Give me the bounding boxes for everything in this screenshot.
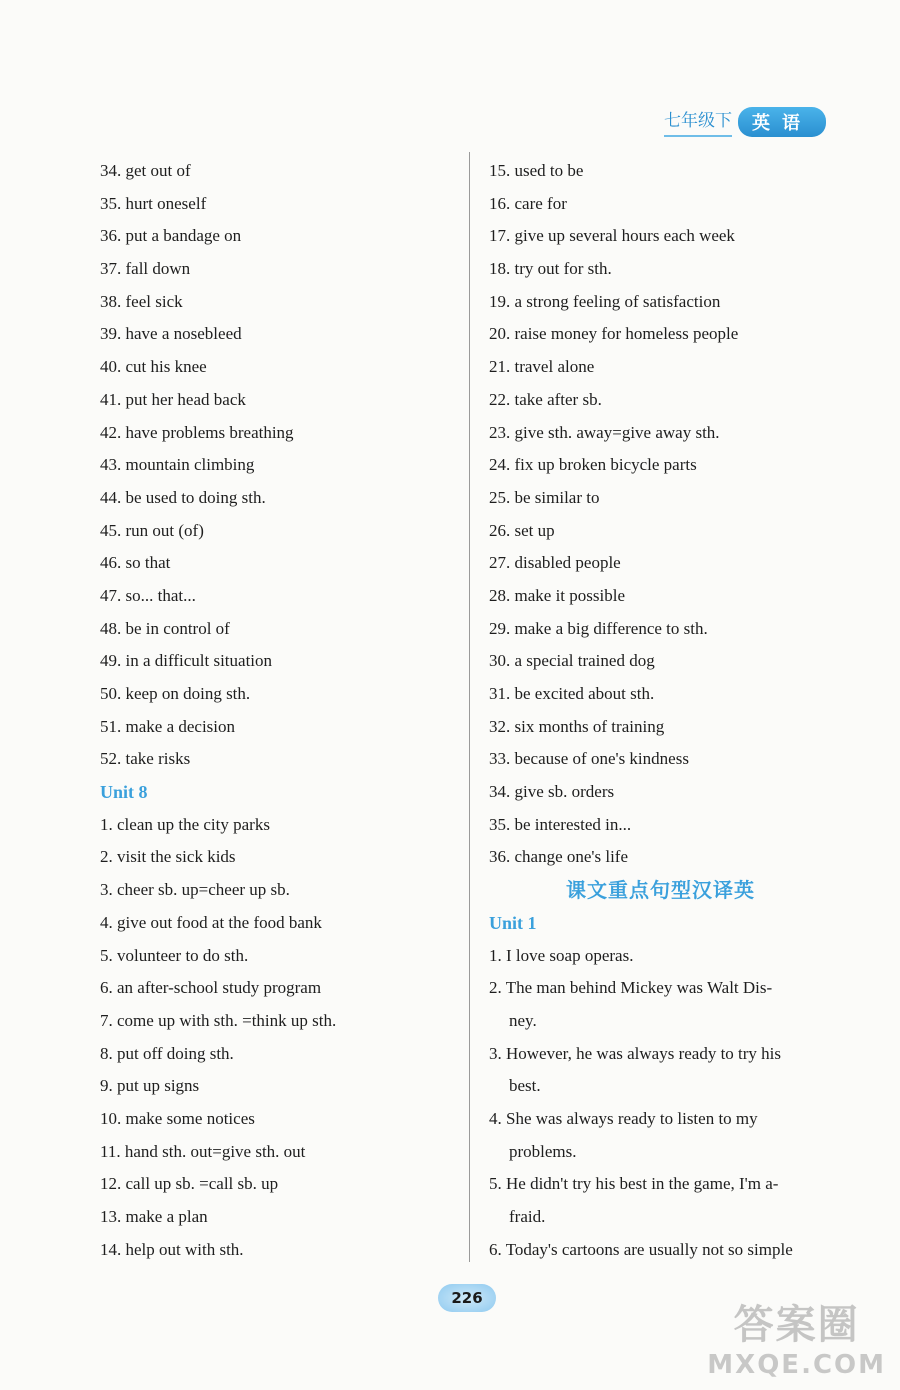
section-title: 课文重点句型汉译英	[566, 878, 755, 903]
phrase-item: 34. give sb. orders	[489, 782, 615, 802]
sentence-item	[489, 940, 832, 973]
page-header	[664, 106, 826, 137]
phrase-item: 46. so that	[100, 553, 171, 573]
phrase-item: 50. keep on doing sth.	[100, 684, 251, 703]
phrase-item: 8. put off doing sth.	[100, 1043, 234, 1063]
phrase-item: 6. an after-school study program	[100, 978, 322, 998]
phrase-item: 26. set up	[489, 520, 555, 540]
phrase-item: 11. hand sth. out=give sth. out	[100, 1141, 306, 1161]
phrase-item: 40. cut his knee	[100, 357, 207, 377]
phrase-item: 5. volunteer to do sth.	[100, 945, 249, 965]
phrase-item: 49. in a difficult situation	[100, 651, 273, 671]
right-column	[489, 155, 832, 1267]
phrase-item: 21. travel alone	[489, 357, 595, 377]
phrase-item: 7. come up with sth. =think up sth.	[100, 1010, 337, 1030]
unit-heading: Unit 8	[100, 782, 148, 803]
sentence-line: 6. Today's cartoons are usually not so simple	[489, 1239, 793, 1259]
phrase-item: 10. make some notices	[100, 1108, 255, 1128]
phrase-item: 13. make a plan	[100, 1207, 208, 1226]
sentence-line: 1. I love soap operas.	[489, 945, 634, 965]
phrase-item: 48. be in control of	[100, 618, 230, 638]
phrase-item: 20. raise money for homeless people	[489, 324, 739, 344]
phrase-item: 52. take risks	[100, 749, 191, 769]
phrase-item: 51. make a decision	[100, 716, 236, 736]
phrase-item: 27. disabled people	[489, 553, 621, 573]
phrase-item: 16. care for	[489, 193, 567, 213]
phrase-item: 15. used to be	[489, 161, 584, 180]
left-column	[100, 155, 460, 1266]
phrase-item: 9. put up signs	[100, 1076, 200, 1096]
phrase-item: 35. be interested in...	[489, 814, 632, 834]
page-number: 226	[438, 1284, 496, 1312]
phrase-item: 1. clean up the city parks	[100, 814, 270, 834]
column-divider	[469, 152, 470, 1262]
phrase-item: 3. cheer sb. up=cheer up sb.	[100, 880, 290, 900]
phrase-item: 31. be excited about sth.	[489, 684, 655, 703]
phrase-item: 35. hurt oneself	[100, 193, 207, 213]
phrase-item: 33. because of one's kindness	[489, 749, 689, 769]
phrase-item: 12. call up sb. =call sb. up	[100, 1174, 279, 1194]
sentence-item	[489, 1038, 832, 1103]
phrase-item: 37. fall down	[100, 259, 191, 279]
phrase-item: 34. get out of	[100, 161, 191, 180]
sentence-item	[489, 1103, 832, 1168]
phrase-item: 43. mountain climbing	[100, 455, 255, 475]
phrase-item: 4. give out food at the food bank	[100, 912, 322, 932]
sentence-continuation: best.	[509, 1076, 541, 1096]
phrase-item: 44. be used to doing sth.	[100, 487, 266, 507]
phrase-item: 30. a special trained dog	[489, 651, 655, 671]
phrase-item: 25. be similar to	[489, 487, 600, 507]
sentence-item	[489, 1234, 832, 1267]
watermark-text-bottom: MXQE.COM	[707, 1350, 886, 1380]
phrase-item: 14. help out with sth.	[100, 1239, 244, 1259]
watermark-text-top: 答案圈	[733, 1302, 860, 1348]
phrase-item: 41. put her head back	[100, 389, 246, 409]
sentence-item	[489, 972, 832, 1037]
phrase-item: 24. fix up broken bicycle parts	[489, 455, 697, 475]
phrase-item: 32. six months of training	[489, 716, 665, 736]
phrase-item: 39. have a nosebleed	[100, 324, 242, 344]
phrase-item: 22. take after sb.	[489, 389, 602, 409]
phrase-item: 45. run out (of)	[100, 520, 204, 540]
sentence-continuation: problems.	[509, 1141, 577, 1161]
sentence-continuation: ney.	[509, 1010, 537, 1030]
sentence-line: 5. He didn't try his best in the game, I'm a-	[489, 1174, 779, 1194]
sentence-continuation: fraid.	[509, 1207, 546, 1227]
unit-heading: Unit 1	[489, 912, 537, 933]
phrase-item: 2. visit the sick kids	[100, 847, 236, 867]
phrase-item: 36. put a bandage on	[100, 226, 242, 246]
phrase-item: 17. give up several hours each week	[489, 226, 735, 246]
phrase-item: 36. change one's life	[489, 847, 629, 867]
phrase-item: 18. try out for sth.	[489, 259, 612, 279]
sentence-item	[489, 1168, 832, 1233]
phrase-item: 38. feel sick	[100, 291, 183, 311]
phrase-item: 47. so... that...	[100, 585, 196, 605]
subject-badge: 英语	[738, 107, 826, 137]
phrase-item: 28. make it possible	[489, 585, 625, 605]
phrase-item: 42. have problems breathing	[100, 422, 294, 442]
phrase-item: 29. make a big difference to sth.	[489, 618, 708, 638]
sentence-line: 3. However, he was always ready to try his	[489, 1043, 782, 1063]
sentence-line: 2. The man behind Mickey was Walt Dis-	[489, 978, 773, 998]
phrase-item: 23. give sth. away=give away sth.	[489, 422, 720, 442]
phrase-item: 19. a strong feeling of satisfaction	[489, 291, 721, 311]
sentence-line: 4. She was always ready to listen to my	[489, 1109, 758, 1129]
grade-label: 七年级下	[664, 106, 732, 137]
watermark-logo	[707, 1293, 886, 1380]
